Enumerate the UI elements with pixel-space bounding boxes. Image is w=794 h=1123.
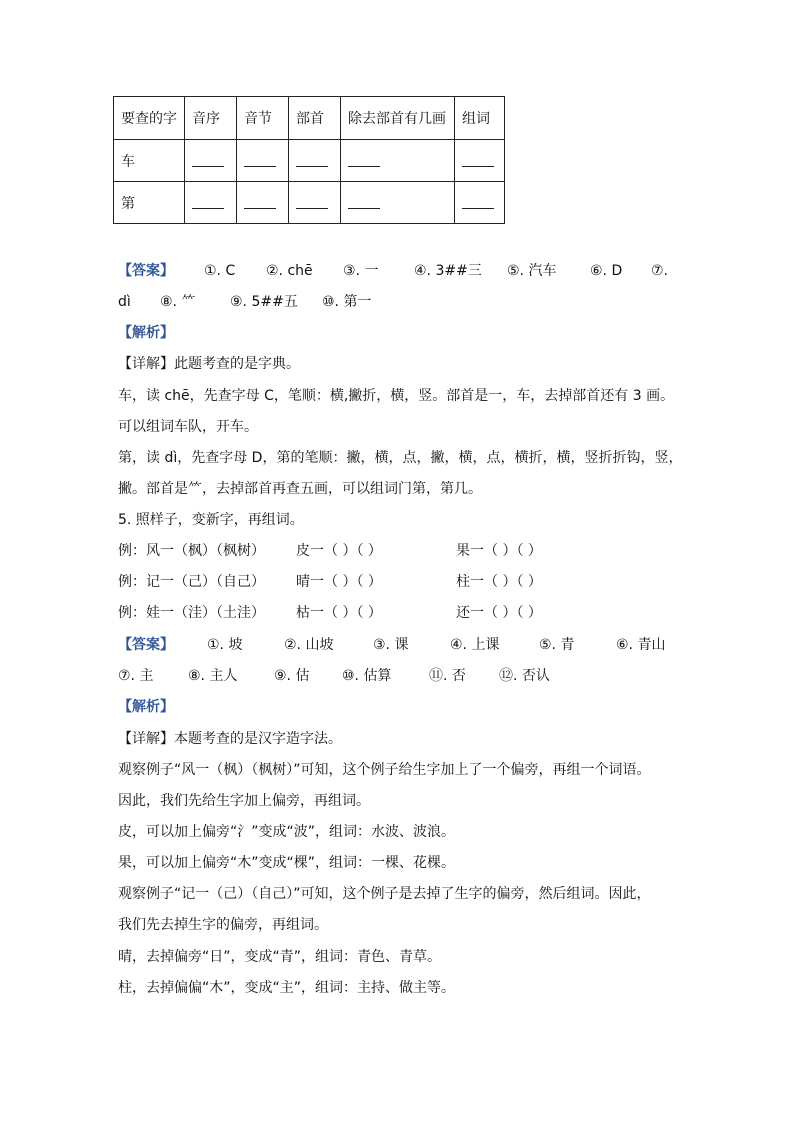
answer-item: ①. C [204,263,236,279]
answer-blank [455,182,505,224]
exercise-blank: 柱一（ ）（ ） [456,574,542,590]
answer-line [118,260,678,282]
example-text: 例：风一（枫）（枫树） [118,543,265,559]
answer-item: ②. chē [266,263,313,279]
analysis-line: 果，可以加上偏旁“木”变成“棵”，组词：一棵、花棵。 [118,855,456,871]
table-row [114,182,505,224]
example-row [118,540,678,562]
exercise-blank: 皮一（ ）（ ） [296,543,382,559]
example-text: 例：娃一（洼）（土洼） [118,605,265,621]
analysis-line: 我们先去掉生字的偏旁，再组词。 [118,917,328,933]
answer-item: ⑦. [651,263,669,279]
answer-item: ③. 课 [373,637,409,653]
table-row [114,140,505,182]
answer-tag: 【答案】 [118,263,174,279]
answer-blank [185,140,237,182]
table-header-cell: 组词 [455,97,505,140]
table-header-cell: 音序 [185,97,237,140]
example-row [118,602,678,624]
answer-line [118,291,518,313]
analysis-line: 观察例子“风一（枫）（枫树）”可知，这个例子给生字加上了一个偏旁，再组一个词语。 [118,762,651,778]
exercise-blank: 枯一（ ）（ ） [296,605,382,621]
answer-item: ⑧. 主人 [188,668,238,684]
analysis-line: 柱，去掉偏偏“木”，变成“主”，组词：主持、做主等。 [118,980,456,996]
analysis-line: 撇。部首是⺮，去掉部首再查五画，可以组词门第，第几。 [118,481,482,497]
table-header-cell: 部首 [289,97,341,140]
answer-item: ⑤. 青 [539,637,575,653]
exercise-blank: 晴一（ ）（ ） [296,574,382,590]
answer-item: ⑦. 主 [118,668,154,684]
answer-blank [237,182,289,224]
table-header-cell: 除去部首有几画 [341,97,455,140]
analysis-line: 晴，去掉偏旁“日”，变成“青”，组词：青色、青草。 [118,949,442,965]
answer-item: ⑥. 青山 [616,637,666,653]
dictionary-table [113,96,505,224]
answer-item: ③. 一 [343,263,379,279]
table-header-cell: 音节 [237,97,289,140]
answer-blank [341,140,455,182]
analysis-line: 第，读 dì，先查字母 D，第的笔顺：撇，横，点，撇，横，点，横折，横，竖折折钩，竖， [118,450,683,466]
answer-line [118,634,678,656]
answer-blank [237,140,289,182]
analysis-line: 车，读 chē，先查字母 C，笔顺：横,撇折，横，竖。部首是一，车，去掉部首还有 3 画。 [118,388,675,404]
answer-tag: 【答案】 [118,637,174,653]
answer-item: ⑥. D [590,263,623,279]
answer-item: ④. 上课 [450,637,500,653]
example-text: 例：记一（己）（自己） [118,574,265,590]
answer-item: ⑫. 否认 [499,668,550,684]
analysis-line: 可以组词车队，开车。 [118,419,258,435]
answer-blank [185,182,237,224]
answer-item: ②. 山坡 [284,637,334,653]
answer-blank [289,182,341,224]
answer-blank [455,140,505,182]
answer-blank [341,182,455,224]
answer-item: ⑩. 估算 [342,668,392,684]
table-header-row [114,97,505,140]
answer-item: ⑪. 否 [429,668,466,684]
analysis-line: 皮，可以加上偏旁“氵”变成“波”，组词：水波、波浪。 [118,824,456,840]
example-row [118,571,678,593]
answer-item: ⑧. ⺮ [160,294,196,310]
answer-item: dì [118,294,131,310]
table-char-cell: 车 [114,140,185,182]
table-header-cell: 要查的字 [114,97,185,140]
exercise-blank: 还一（ ）（ ） [456,605,542,621]
answer-item: ⑤. 汽车 [507,263,557,279]
analysis-line: 观察例子“记一（己）（自己）”可知，这个例子是去掉了生字的偏旁，然后组词。因此， [118,886,651,902]
answer-item: ⑩. 第一 [322,294,372,310]
analysis-line: 【详解】本题考查的是汉字造字法。 [118,731,342,747]
answer-item: ⑨. 估 [274,668,310,684]
answer-item: ④. 3##三 [414,263,482,279]
exercise-blank: 果一（ ）（ ） [456,543,542,559]
question-title: 5. 照样子，变新字，再组词。 [118,512,304,528]
answer-blank [289,140,341,182]
analysis-tag: 【解析】 [118,325,174,341]
table-char-cell: 第 [114,182,185,224]
answer-line [118,665,598,687]
answer-item: ①. 坡 [207,637,243,653]
answer-item: ⑨. 5##五 [230,294,298,310]
analysis-line: 因此，我们先给生字加上偏旁，再组词。 [118,793,370,809]
analysis-tag: 【解析】 [118,699,174,715]
analysis-line: 【详解】此题考查的是字典。 [118,356,300,372]
